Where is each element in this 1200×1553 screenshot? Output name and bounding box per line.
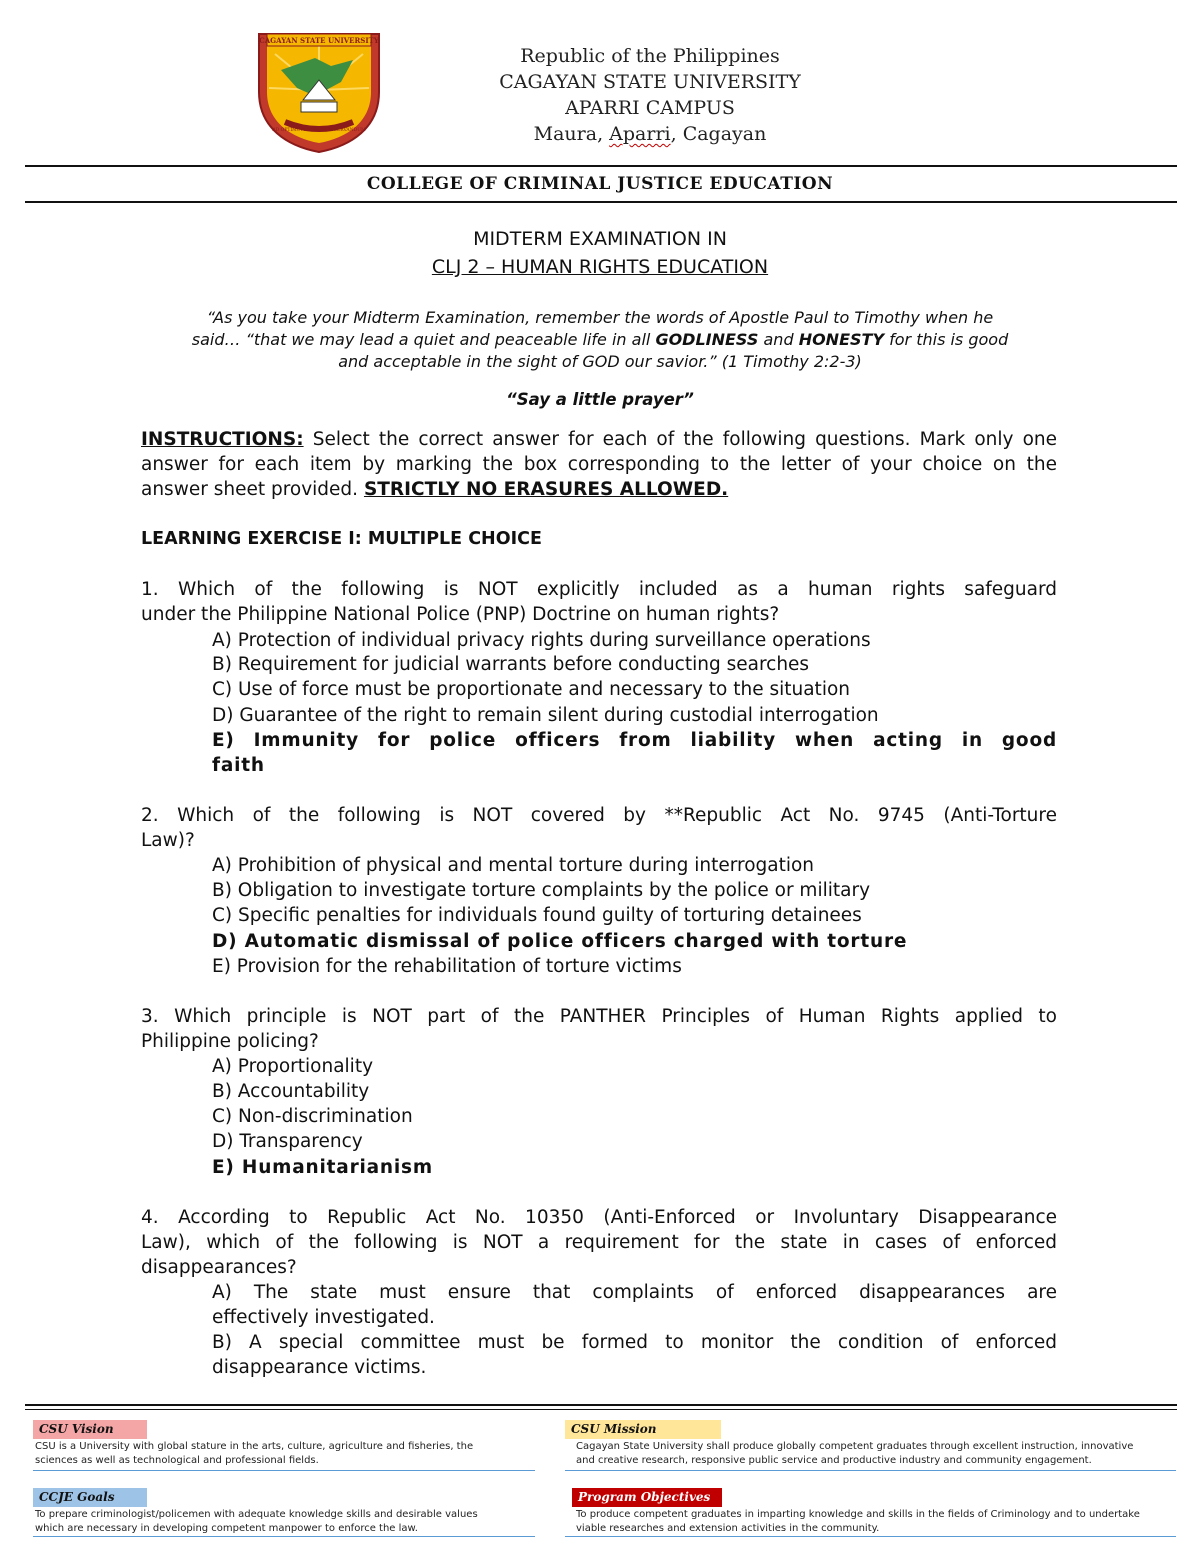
q2-option-d: D) Automatic dismissal of police officers charged with torture [212,931,908,952]
exam-title: MIDTERM EXAMINATION IN [473,228,727,250]
footer-vision-underline [33,1470,535,1471]
q3-option-d: D) Transparency [212,1131,363,1152]
q1-option-d: D) Guarantee of the right to remain silent during custodial interrogation [212,705,879,726]
footer-vision-text-1: CSU is a University with global stature in the arts, culture, agriculture and fisheries, the [35,1441,474,1452]
footer-objectives-tag: Program Objectives [572,1488,722,1507]
q3-option-b: B) Accountability [212,1081,370,1102]
q4-option-a-line-2: effectively investigated. [212,1307,435,1328]
footer-objectives-text-2: viable researches and extension activities in the community. [576,1523,880,1534]
header-address [360,123,940,145]
prayer-line: “Say a little prayer” [506,390,694,409]
quote-honesty: HONESTY [798,330,885,349]
footer-mission-text-1: Cagayan State University shall produce globally competent graduates through excellent instruction, innovative [576,1441,1134,1452]
footer-rule-thin [25,1409,1177,1410]
quote-line-1: “As you take your Midterm Examination, remember the words of Apostle Paul to Timothy when he [206,308,994,327]
footer-rule-thick [25,1404,1177,1406]
address-part-1: Maura, [533,123,610,145]
footer-mission-text-2: and creative research, responsive public service and productive industry and community engagement. [576,1455,1092,1466]
q1-option-c: C) Use of force must be proportionate and necessary to the situation [212,679,850,700]
header-rule-top [25,165,1177,167]
q4-option-a-line-1: A) The state must ensure that complaints of enforced disappearances are [212,1282,1057,1303]
quote-2a: said… “that we may lead a quiet and peaceable life in all [191,330,656,349]
footer-goals-text-2: which are necessary in developing competent manpower to enforce the law. [35,1523,418,1534]
q1-option-a: A) Protection of individual privacy rights during surveillance operations [212,630,871,651]
instructions-line-2: answer for each item by marking the box corresponding to the letter of your choice on the [141,454,1057,475]
q3-option-c: C) Non-discrimination [212,1106,413,1127]
footer-vision-tag: CSU Vision [33,1420,147,1439]
seal-top-text: CAGAYAN STATE UNIVERSITY [259,36,379,45]
instructions-line-3 [141,477,1057,502]
header-rule-bottom [25,201,1177,203]
footer-objectives-underline [565,1536,1176,1537]
footer-mission-tag: CSU Mission [565,1420,721,1439]
q3-stem-line-1: 3. Which principle is NOT part of the PANTHER Principles of Human Rights applied to [141,1006,1057,1027]
q4-option-b-line-2: disappearance victims. [212,1357,427,1378]
q4-stem-line-3: disappearances? [141,1257,297,1278]
q1-stem-line-1: 1. Which of the following is NOT explicitly included as a human rights safeguard [141,579,1057,600]
footer-mission-underline [565,1470,1176,1471]
exam-course [0,256,1200,278]
q2-option-a: A) Prohibition of physical and mental torture during interrogation [212,855,815,876]
q3-option-a: A) Proportionality [212,1056,374,1077]
quote-2c: and [758,330,799,349]
header-university: CAGAYAN STATE UNIVERSITY [499,71,801,93]
quote-godliness: GODLINESS [655,330,759,349]
q3-option-e: E) Humanitarianism [212,1157,433,1178]
q2-option-e: E) Provision for the rehabilitation of torture victims [212,956,682,977]
quote-line-2 [0,330,1200,349]
college-name: COLLEGE OF CRIMINAL JUSTICE EDUCATION [366,174,834,194]
q2-option-b: B) Obligation to investigate torture complaints by the police or military [212,880,871,901]
instructions-strict: STRICTLY NO ERASURES ALLOWED. [363,479,729,500]
footer-vision-text-2: sciences as well as technological and professional fields. [35,1455,319,1466]
address-part-3: , Cagayan [670,123,767,145]
footer-goals-underline [33,1536,535,1537]
q1-option-e-line-2: faith [212,755,265,776]
seal-bottom-text: AD OPTIMUM HOMINEM SERVANDUM [272,128,366,133]
section-heading: LEARNING EXERCISE I: MULTIPLE CHOICE [141,529,542,549]
footer-goals-text-1: To prepare criminologist/policemen with adequate knowledge skills and desirable values [35,1509,478,1520]
q1-option-b: B) Requirement for judicial warrants before conducting searches [212,654,810,675]
header-campus: APARRI CAMPUS [565,97,735,119]
quote-2e: for this is good [884,330,1009,349]
quote-line-3: and acceptable in the sight of GOD our savior.” (1 Timothy 2:2-3) [338,352,862,371]
instructions-label: INSTRUCTIONS: [141,429,304,450]
footer-objectives-text-1: To produce competent graduates in imparting knowledge and skills in the fields of Criminology and to undertake [576,1509,1140,1520]
instructions-line-1 [141,427,1057,452]
instructions-text-3: answer sheet provided. [141,479,364,500]
q2-option-c: C) Specific penalties for individuals found guilty of torturing detainees [212,905,862,926]
q4-option-b-line-1: B) A special committee must be formed to monitor the condition of enforced [212,1332,1057,1353]
q2-stem-line-1: 2. Which of the following is NOT covered by **Republic Act No. 9745 (Anti-Torture [141,805,1057,826]
q4-stem-line-1: 4. According to Republic Act No. 10350 (Anti-Enforced or Involuntary Disappearance [141,1207,1057,1228]
exam-course-text: CLJ 2 – HUMAN RIGHTS EDUCATION [431,256,769,278]
q1-option-e-line-1: E) Immunity for police officers from liability when acting in good [212,730,1057,751]
q3-stem-line-2: Philippine policing? [141,1031,319,1052]
footer-goals-tag: CCJE Goals [33,1488,147,1507]
address-part-2: Aparri [609,123,671,145]
q2-stem-line-2: Law)? [141,830,195,851]
header-republic: Republic of the Philippines [520,45,780,67]
q1-stem-line-2: under the Philippine National Police (PNP) Doctrine on human rights? [141,604,780,625]
instructions-text-1: Select the correct answer for each of the following questions. Mark only one [303,429,1057,450]
q4-stem-line-2: Law), which of the following is NOT a requirement for the state in cases of enforced [141,1232,1057,1253]
